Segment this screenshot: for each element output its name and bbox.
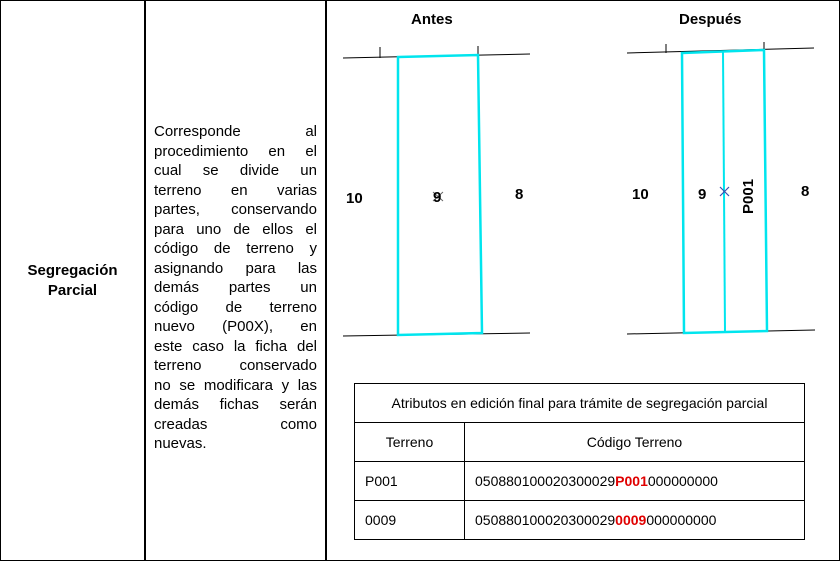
description-line: nuevo (P00X), en [154,318,317,335]
description-line: cual se divide un [154,162,317,179]
parcel-label-9-before: 9 [433,189,442,206]
parcel-label-8-after: 8 [801,183,810,200]
description-line: demás partes un [154,279,317,296]
description-line: terreno conservado [154,357,317,374]
parcel-label-9-after: 9 [698,186,707,203]
parcel-label-10-after: 10 [632,186,649,203]
description-line: asignando para las [154,259,317,277]
description-line: terreno en varias [154,181,317,199]
parcel-label-p001: P001 [740,178,757,214]
description-line: partes, conservando [154,201,317,218]
parcel-label-8-before: 8 [515,186,524,203]
description-line: procedimiento en el [154,142,317,160]
row-title: Segregación Parcial [27,261,118,299]
code-highlight: P001 [615,473,648,489]
code-highlight: 0009 [615,512,647,528]
column-header-terreno: Terreno [355,423,465,462]
description-line: para uno de ellos el [154,220,317,238]
code-cell: 0508801000203000290009000000000 [465,501,805,540]
attributes-table [354,383,805,540]
after-diagram [627,42,815,334]
description-line: este caso la ficha del [154,337,317,355]
description-line: creadas como [154,415,317,433]
before-label: Antes [411,11,453,28]
description-line: código de terreno y [154,240,317,257]
table-row: 0009 0508801000203000290009000000000 [355,501,805,540]
column-header-codigo: Código Terreno [465,423,805,462]
code-cell: 050880100020300029P001000000000 [465,462,805,501]
description-line: Corresponde al [154,123,317,140]
description-line: demás fichas serán [154,396,317,413]
description-line: no se modificara y las [154,376,317,394]
description-line: nuevas. [154,435,207,452]
parcel-label-10-before: 10 [346,190,363,207]
attributes-table-title: Atributos en edición final para trámite de segregación parcial [355,384,805,423]
before-diagram [343,46,530,336]
description-line: código de terreno [154,298,317,316]
table-row: P001 050880100020300029P001000000000 [355,462,805,501]
after-label: Después [679,11,742,28]
